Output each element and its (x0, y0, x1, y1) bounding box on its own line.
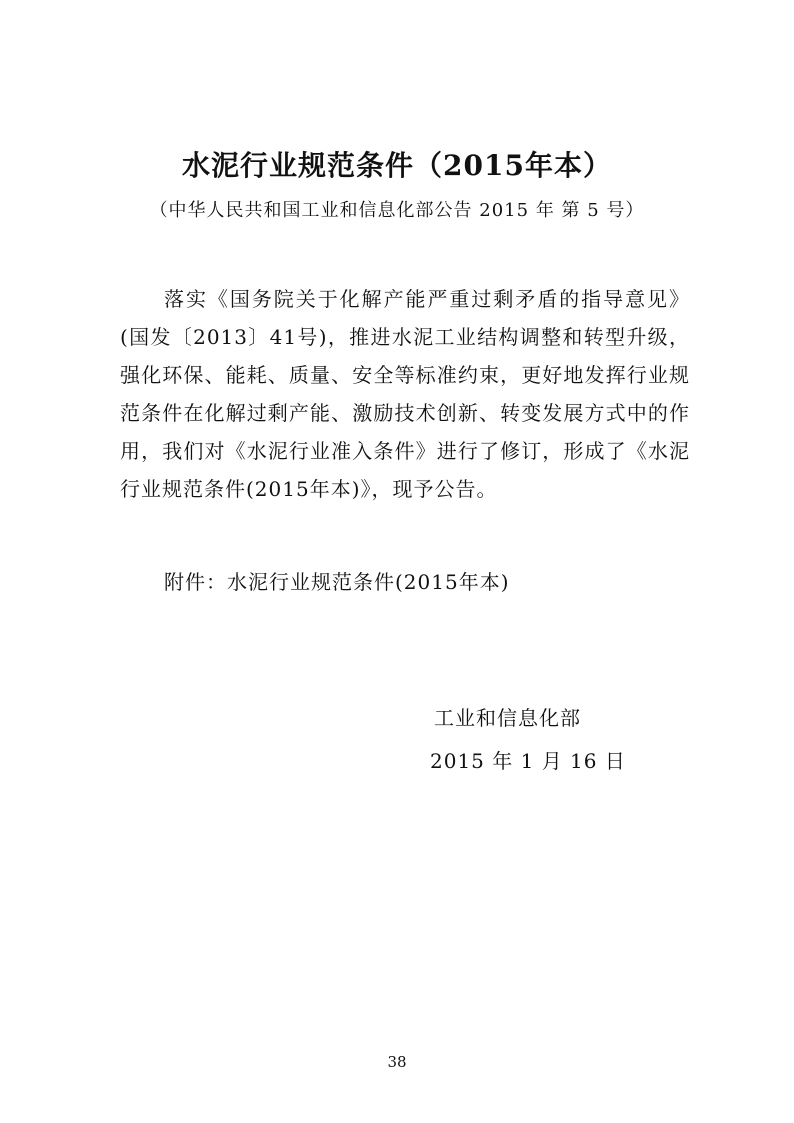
page-number: 38 (387, 1053, 407, 1071)
document-title: 水泥行业规范条件（2015年本） (182, 149, 612, 182)
signature-date: 2015 年 1 月 16 日 (430, 749, 626, 773)
body-paragraph: 落实《国务院关于化解产能严重过剩矛盾的指导意见》(国发〔2013〕41号)，推进水泥工业结构调整和转型升级，强化环保、能耗、质量、安全等标准约束，更好地发挥行业规范条件在化解过剩产能、激励技术创新、转变发展方式中的作用，我们对《水泥行业准入条件》进行了修订，形成了《水泥行业规范条件(2015年本)》，现予公告。 (120, 287, 690, 501)
document-subtitle: （中华人民共和国工业和信息化部公告 2015 年 第 5 号） (149, 200, 645, 221)
signature-organization: 工业和信息化部 (434, 706, 581, 730)
attachment-note: 附件：水泥行业规范条件(2015年本) (164, 570, 510, 594)
